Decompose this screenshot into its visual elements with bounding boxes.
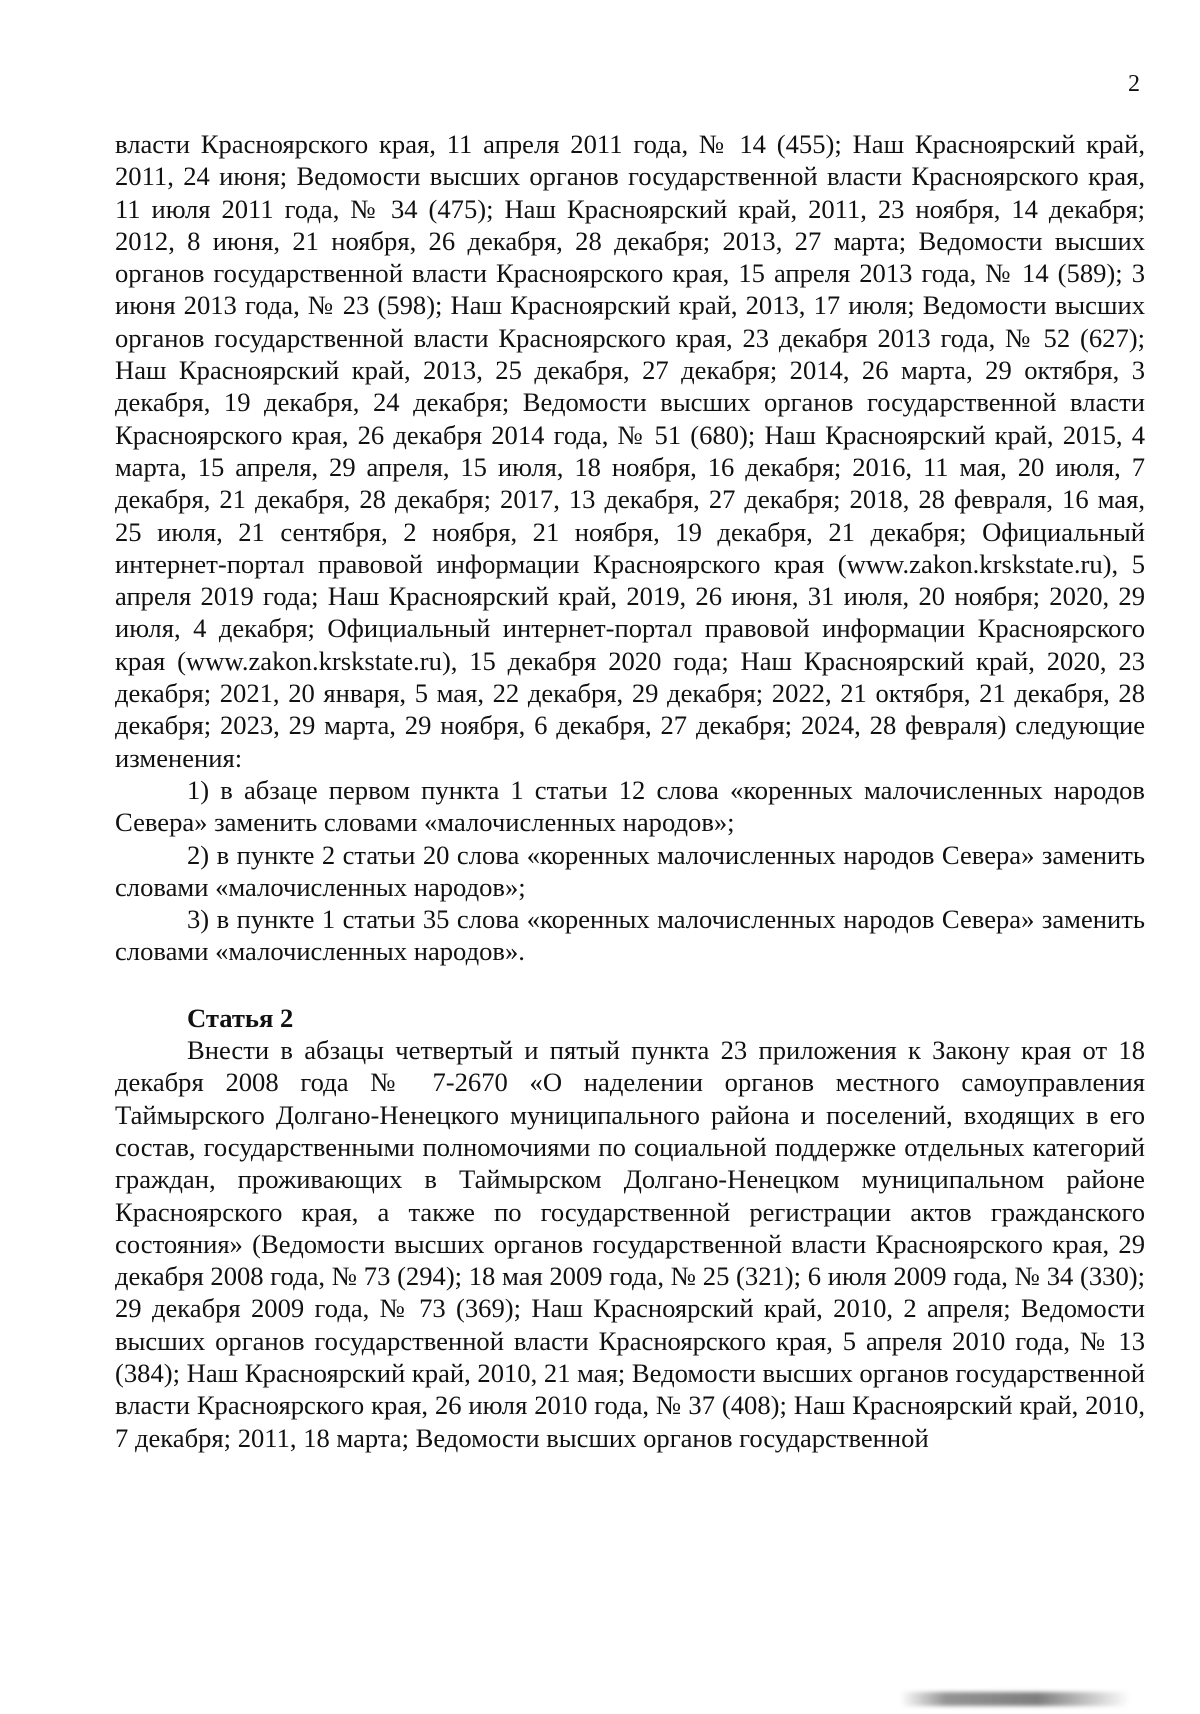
intro-paragraph: власти Красноярского края, 11 апреля 2011 года, № 14 (455); Наш Красноярский край, 2011, 24 июня; Ведомости высших органов государственной власти Красноярского края, 11 июля 2011 года, № 34 (475); Наш Красноярский край, 2011, 23 ноября, 14 декабря; 2012, 8 июня, 21 ноября, 26 декабря, 28 декабря; 2013, 27 марта; Ведомости высших органов государственной власти Красноярского края, 15 апреля 2013 года, № 14 (589); 3 июня 2013 года, № 23 (598); Наш Красноярский край, 2013, 17 июля; Ведомости высших органов государственной власти Красноярского края, 23 декабря 2013 года, № 52 (627); Наш Красноярский край, 2013, 25 декабря, 27 декабря; 2014, 26 марта, 29 октября, 3 декабря, 19 декабря, 24 декабря; Ведомости высших органов государственной власти Красноярского края, 26 декабря 2014 года, № 51 (680); Наш Красноярский край, 2015, 4 марта, 15 апреля, 29 апреля, 15 июля, 18 ноября, 16 декабря; 2016, 11 мая, 20 июля, 7 декабря, 21 декабря, 28 декабря; 2017, 13 декабря, 27 декабря; 2018, 28 февраля, 16 мая, 25 июля, 21 сентября, 2 ноября, 21 ноября, 19 декабря, 21 декабря; Официальный интернет-портал правовой информации Красноярского края (www.zakon.krskstate.ru), 5 апреля 2019 года; Наш Красноярский край, 2019, 26 июня, 31 июля, 20 ноября; 2020, 29 июля, 4 декабря; Официальный интернет-портал правовой информации Красноярского края (www.zakon.krskstate.ru), 15 декабря 2020 года; Наш Красноярский край, 2020, 23 декабря; 2021, 20 января, 5 мая, 22 декабря, 29 декабря; 2022, 21 октября, 21 декабря, 28 декабря; 2023, 29 марта, 29 ноября, 6 декабря, 27 декабря; 2024, 28 февраля) следующие изменения: [115, 129, 1145, 773]
article-2-heading: Статья 2 [187, 1002, 294, 1033]
article-2-text: Внести в абзацы четвертый и пятый пункта 23 приложения к Закону края от 18 декабря 2008 года № 7-2670 «О наделении органов местного самоуправления Таймырского Долгано-Ненецкого муниципального района и поселений, входящих в его состав, государственными полномочиями по социальной поддержке отдельных категорий граждан, проживающих в Таймырском Долгано-Ненецком муниципальном районе Красноярского края, а также по государственной регистрации актов гражданского состояния» (Ведомости высших органов государственной власти Красноярского края, 29 декабря 2008 года, № 73 (294); 18 мая 2009 года, № 25 (321); 6 июля 2009 года, № 34 (330); 29 декабря 2009 года, № 73 (369); Наш Красноярский край, 2010, 2 апреля; Ведомости высших органов государственной власти Красноярского края, 5 апреля 2010 года, № 13 (384); Наш Красноярский край, 2010, 21 мая; Ведомости высших органов государственной власти Красноярского края, 26 июля 2010 года, № 37 (408); Наш Красноярский край, 2010, 7 декабря; 2011, 18 марта; Ведомости высших органов государственной [115, 1035, 1145, 1453]
amendment-item-1: 1) в абзаце первом пункта 1 статьи 12 слова «коренных малочисленных народов Севера» заменить словами «малочисленных народов»; [115, 774, 1145, 838]
amendment-item-3: 3) в пункте 1 статьи 35 слова «коренных малочисленных народов Севера» заменить словами «малочисленных народов». [115, 904, 1145, 967]
amendment-item-2: 2) в пункте 2 статьи 20 слова «коренных малочисленных народов Севера» заменить словами «малочисленных народов»; [115, 839, 1145, 902]
document-body [115, 128, 1145, 1454]
page-number: 2 [1128, 71, 1140, 97]
scan-artifact [900, 1692, 1130, 1706]
